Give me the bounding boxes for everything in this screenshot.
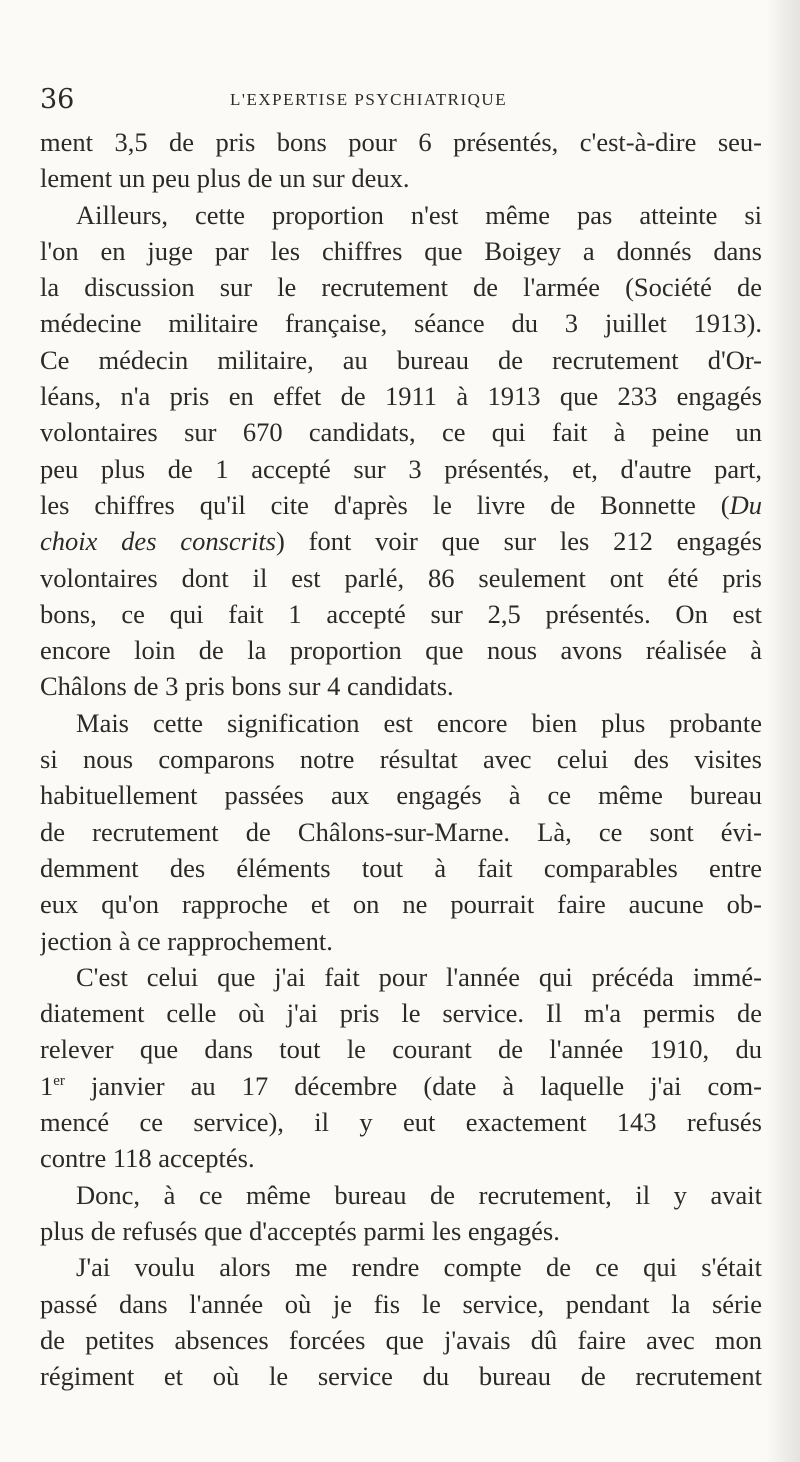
text-line: contre 118 acceptés. bbox=[40, 1143, 255, 1174]
running-header bbox=[40, 84, 760, 118]
text-line: Mais cette signification est encore bien plus probante bbox=[76, 707, 762, 738]
text-line: Donc, à ce même bureau de recrutement, il y avait bbox=[76, 1179, 762, 1210]
text-line: 1er janvier au 17 décembre (date à laquelle j'ai com- bbox=[40, 1070, 762, 1101]
text-line: demment des éléments tout à fait comparables entre bbox=[40, 852, 762, 883]
text-line: bons, ce qui fait 1 accepté sur 2,5 présentés. On est bbox=[40, 598, 762, 629]
superscript: er bbox=[53, 1072, 65, 1089]
text-line: de recrutement de Châlons-sur-Marne. Là, ce sont évi- bbox=[40, 816, 762, 847]
text-line: encore loin de la proportion que nous avons réalisée à bbox=[40, 635, 762, 666]
text-line: peu plus de 1 accepté sur 3 présentés, et, d'autre part, bbox=[40, 453, 762, 484]
text-line: ment 3,5 de pris bons pour 6 présentés, c'est-à-dire seu- bbox=[40, 127, 762, 157]
text-line: régiment et où le service du bureau de recrutement bbox=[40, 1361, 762, 1392]
text-line: eux qu'on rapproche et on ne pourrait faire aucune ob- bbox=[40, 889, 762, 920]
text-line: les chiffres qu'il cite d'après le livre de Bonnette (Du bbox=[40, 489, 762, 520]
italic-text: Du bbox=[729, 489, 762, 520]
text-line: léans, n'a pris en effet de 1911 à 1913 que 233 engagés bbox=[40, 381, 762, 412]
text-line: Ailleurs, cette proportion n'est même pas atteinte si bbox=[76, 199, 762, 230]
text-line: lement un peu plus de un sur deux. bbox=[40, 163, 410, 194]
text-line: mencé ce service), il y eut exactement 143 refusés bbox=[40, 1107, 762, 1138]
text-line: de petites absences forcées que j'avais dû faire avec mon bbox=[40, 1324, 762, 1355]
text-line: volontaires sur 670 candidats, ce qui fait à peine un bbox=[40, 417, 762, 448]
text-line: J'ai voulu alors me rendre compte de ce qui s'était bbox=[76, 1252, 762, 1283]
text-line: C'est celui que j'ai fait pour l'année qui précéda immé- bbox=[76, 961, 762, 992]
text-line: Ce médecin militaire, au bureau de recrutement d'Or- bbox=[40, 344, 762, 375]
text-line: si nous comparons notre résultat avec celui des visites bbox=[40, 744, 762, 775]
text-line: relever que dans tout le courant de l'année 1910, du bbox=[40, 1034, 762, 1065]
page-binding-shadow bbox=[766, 0, 800, 1462]
text-line: jection à ce rapprochement. bbox=[40, 925, 333, 956]
page-number: 36 bbox=[40, 84, 75, 115]
text-line: la discussion sur le recrutement de l'armée (Société de bbox=[40, 272, 762, 303]
italic-text: choix des conscrits bbox=[40, 526, 276, 557]
text-line: passé dans l'année où je fis le service, pendant la série bbox=[40, 1288, 762, 1319]
text-line: Châlons de 3 pris bons sur 4 candidats. bbox=[40, 671, 454, 702]
running-title: L'EXPERTISE PSYCHIATRIQUE bbox=[230, 90, 508, 109]
text-line: volontaires dont il est parlé, 86 seulement ont été pris bbox=[40, 562, 762, 593]
text-line: diatement celle où j'ai pris le service. Il m'a permis de bbox=[40, 998, 762, 1029]
text-line: l'on en juge par les chiffres que Boigey a donnés dans bbox=[40, 235, 762, 266]
text-line: plus de refusés que d'acceptés parmi les engagés. bbox=[40, 1215, 560, 1246]
text-line: choix des conscrits) font voir que sur les 212 engagés bbox=[40, 526, 762, 557]
text-line: habituellement passées aux engagés à ce même bureau bbox=[40, 780, 762, 811]
body-text bbox=[40, 124, 762, 1394]
text-line: médecine militaire française, séance du 3 juillet 1913). bbox=[40, 308, 762, 339]
